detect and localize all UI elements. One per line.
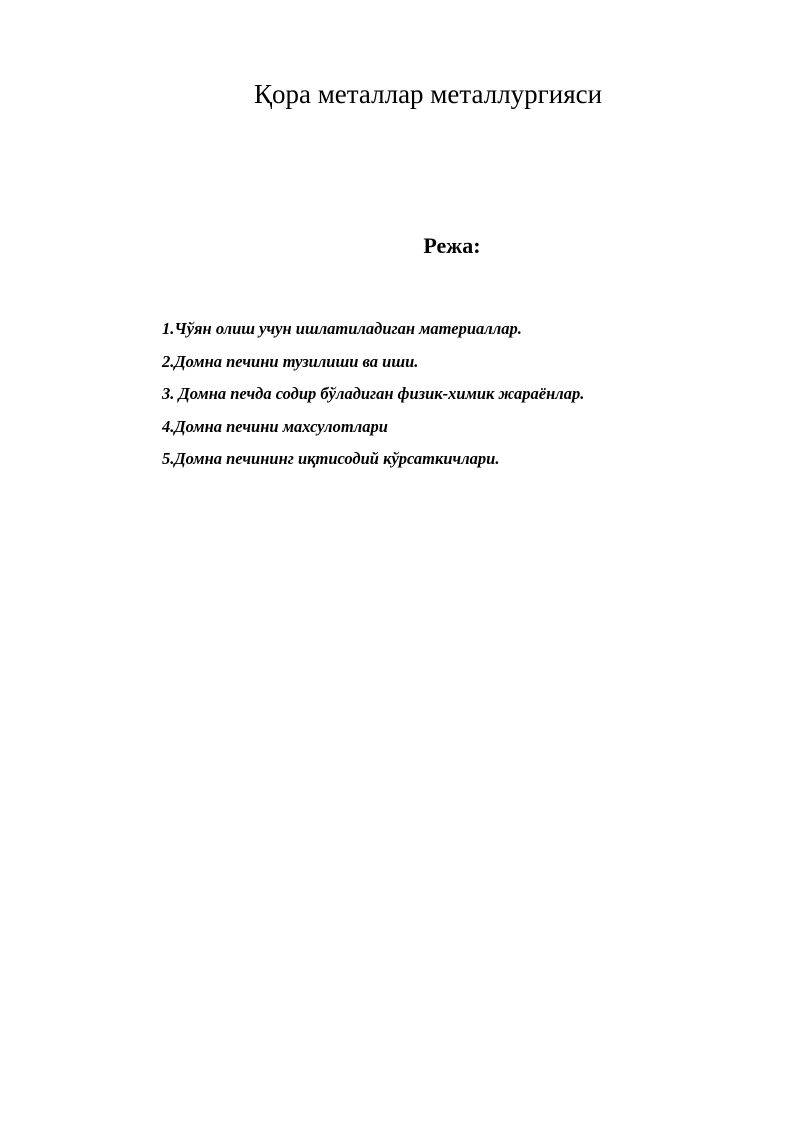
plan-item-3: 3. Домна печда содир бўладиган физик-химик жараёнлар. [162, 384, 585, 403]
plan-heading: Режа: [423, 233, 481, 258]
plan-item-2: 2.Домна печини тузилиши ва иши. [162, 351, 419, 371]
plan-list [162, 313, 584, 476]
plan-item-4: 4.Домна печини махсулотлари [162, 416, 388, 436]
plan-item-5: 5.Домна печининг иқтисодий кўрсаткичлари. [162, 449, 500, 468]
document-title: Қора металлар металлургияси [253, 79, 603, 109]
plan-item-1: 1.Чўян олиш учун ишлатиладиган материаллар. [162, 319, 522, 338]
